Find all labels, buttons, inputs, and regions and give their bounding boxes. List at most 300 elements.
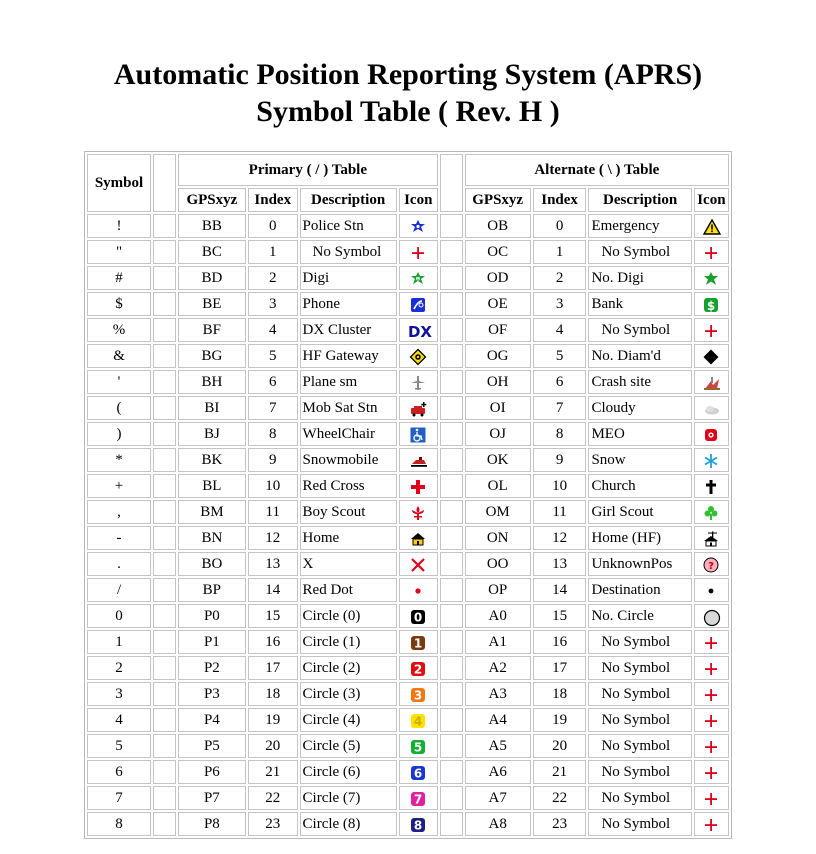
svg-text:D: D <box>416 275 420 281</box>
symbol-cell: + <box>87 474 151 498</box>
alternate-description-cell: Home (HF) <box>588 526 691 550</box>
table-row <box>87 708 729 732</box>
alternate-icon-cell <box>694 760 729 784</box>
primary-icon-cell <box>399 760 438 784</box>
spacer-cell <box>440 682 463 706</box>
dx-icon <box>408 322 433 341</box>
primary-index-cell: 17 <box>248 656 298 680</box>
primary-index-cell: 1 <box>248 240 298 264</box>
table-row <box>87 656 729 680</box>
svg-text:7: 7 <box>414 792 423 807</box>
primary-description-cell: Red Dot <box>300 578 397 602</box>
primary-gps-cell: P4 <box>178 708 246 732</box>
primary-index-cell: 4 <box>248 318 298 342</box>
spacer-cell <box>440 760 463 784</box>
primary-description-cell: Snowmobile <box>300 448 397 472</box>
primary-gps-cell: BL <box>178 474 246 498</box>
spacer-cell <box>440 396 463 420</box>
symbol-cell: 1 <box>87 630 151 654</box>
primary-description-cell: Police Stn <box>300 214 397 238</box>
primary-icon-cell <box>399 422 438 446</box>
snowmobile-icon <box>410 453 426 469</box>
alternate-description-cell: Church <box>588 474 691 498</box>
table-row <box>87 812 729 836</box>
primary-gps-cell: BK <box>178 448 246 472</box>
police-star-icon <box>410 219 426 235</box>
alternate-gps-cell: A6 <box>465 760 531 784</box>
wheelchair-icon <box>410 427 426 443</box>
primary-icon-cell <box>399 214 438 238</box>
alternate-gps-header: GPSxyz <box>465 188 531 212</box>
alternate-gps-cell: A7 <box>465 786 531 810</box>
alternate-description-cell: Snow <box>588 448 691 472</box>
alternate-description-cell: No Symbol <box>588 656 691 680</box>
primary-gps-cell: BI <box>178 396 246 420</box>
symbol-cell: / <box>87 578 151 602</box>
crash-site-icon <box>703 375 719 391</box>
symbol-cell: " <box>87 240 151 264</box>
primary-description-cell: Phone <box>300 292 397 316</box>
table-row <box>87 760 729 784</box>
spacer-cell <box>440 734 463 758</box>
gateway-diamond-icon <box>410 349 426 365</box>
primary-gps-cell: BF <box>178 318 246 342</box>
primary-description-cell: X <box>300 552 397 576</box>
spacer-cell <box>153 214 176 238</box>
alternate-icon-cell <box>694 214 729 238</box>
alternate-gps-cell: OP <box>465 578 531 602</box>
alternate-icon-cell <box>694 656 729 680</box>
symbol-cell: 2 <box>87 656 151 680</box>
spacer-cell <box>153 734 176 758</box>
primary-description-cell: Home <box>300 526 397 550</box>
table-row <box>87 448 729 472</box>
alternate-icon-cell <box>694 474 729 498</box>
spacer-cell <box>440 214 463 238</box>
alternate-index-cell: 13 <box>533 552 587 576</box>
page-title-line1: Automatic Position Reporting System (APRS) <box>113 58 703 91</box>
primary-icon-cell <box>399 318 438 342</box>
primary-gps-cell: BC <box>178 240 246 264</box>
alternate-description-cell: UnknownPos <box>588 552 691 576</box>
spacer-cell <box>440 786 463 810</box>
alternate-index-cell: 18 <box>533 682 587 706</box>
alternate-index-header: Index <box>533 188 587 212</box>
svg-text:2: 2 <box>414 662 423 677</box>
spacer-column <box>440 154 463 212</box>
primary-gps-cell: BO <box>178 552 246 576</box>
alternate-gps-cell: OK <box>465 448 531 472</box>
alternate-icon-cell <box>694 266 729 290</box>
alternate-icon-cell <box>694 396 729 420</box>
table-row <box>87 214 729 238</box>
table-row <box>87 266 729 290</box>
primary-index-cell: 18 <box>248 682 298 706</box>
symbol-cell: 5 <box>87 734 151 758</box>
primary-icon-cell <box>399 292 438 316</box>
spacer-cell <box>153 682 176 706</box>
primary-gps-cell: P3 <box>178 682 246 706</box>
table-row <box>87 370 729 394</box>
primary-description-cell: WheelChair <box>300 422 397 446</box>
primary-gps-cell: P7 <box>178 786 246 810</box>
table-row <box>87 552 729 576</box>
red-cross-small-icon <box>703 739 719 755</box>
spacer-cell <box>153 656 176 680</box>
spacer-cell <box>153 266 176 290</box>
red-cross-small-icon <box>703 791 719 807</box>
primary-index-cell: 16 <box>248 630 298 654</box>
alternate-index-cell: 21 <box>533 760 587 784</box>
phone-icon <box>410 297 426 313</box>
primary-description-cell: No Symbol <box>300 240 397 264</box>
primary-index-cell: 8 <box>248 422 298 446</box>
circle-2-icon <box>410 661 426 677</box>
alternate-index-cell: 6 <box>533 370 587 394</box>
alternate-icon-cell <box>694 708 729 732</box>
table-row <box>87 396 729 420</box>
primary-gps-cell: BE <box>178 292 246 316</box>
primary-icon-cell <box>399 344 438 368</box>
plane-icon <box>410 375 426 391</box>
alternate-icon-cell <box>694 344 729 368</box>
primary-index-cell: 23 <box>248 812 298 836</box>
alternate-gps-cell: A0 <box>465 604 531 628</box>
symbol-cell: 4 <box>87 708 151 732</box>
svg-text:DX: DX <box>408 322 433 341</box>
spacer-cell <box>153 760 176 784</box>
primary-icon-cell <box>399 812 438 836</box>
alternate-gps-cell: A2 <box>465 656 531 680</box>
alternate-index-cell: 12 <box>533 526 587 550</box>
red-cross-small-icon <box>703 661 719 677</box>
table-row <box>87 318 729 342</box>
primary-index-cell: 7 <box>248 396 298 420</box>
spacer-cell <box>440 656 463 680</box>
symbol-cell: * <box>87 448 151 472</box>
primary-icon-cell <box>399 630 438 654</box>
primary-description-header: Description <box>300 188 397 212</box>
alternate-index-cell: 10 <box>533 474 587 498</box>
alternate-icon-cell <box>694 292 729 316</box>
primary-index-cell: 21 <box>248 760 298 784</box>
alternate-icon-cell <box>694 448 729 472</box>
primary-icon-cell <box>399 370 438 394</box>
spacer-cell <box>440 552 463 576</box>
alternate-icon-cell <box>694 734 729 758</box>
primary-description-cell: Circle (7) <box>300 786 397 810</box>
primary-description-cell: Circle (5) <box>300 734 397 758</box>
primary-gps-cell: P2 <box>178 656 246 680</box>
svg-text:?: ? <box>708 560 715 572</box>
table-row <box>87 682 729 706</box>
red-cross-small-icon <box>703 635 719 651</box>
alternate-icon-header: Icon <box>694 188 729 212</box>
alternate-gps-cell: A1 <box>465 630 531 654</box>
red-cross-small-icon <box>703 245 719 261</box>
spacer-cell <box>153 448 176 472</box>
red-dot-icon <box>410 583 426 599</box>
alternate-icon-cell <box>694 500 729 524</box>
alternate-description-header: Description <box>588 188 691 212</box>
alternate-gps-cell: OM <box>465 500 531 524</box>
spacer-cell <box>440 812 463 836</box>
alternate-description-cell: No Symbol <box>588 812 691 836</box>
alternate-gps-cell: A8 <box>465 812 531 836</box>
alternate-description-cell: Destination <box>588 578 691 602</box>
alternate-gps-cell: OE <box>465 292 531 316</box>
svg-text:5: 5 <box>414 740 423 755</box>
alternate-description-cell: No. Diam'd <box>588 344 691 368</box>
alternate-gps-cell: A4 <box>465 708 531 732</box>
spacer-cell <box>153 500 176 524</box>
symbol-cell: % <box>87 318 151 342</box>
spacer-cell <box>153 526 176 550</box>
primary-description-cell: Circle (1) <box>300 630 397 654</box>
alternate-icon-cell <box>694 578 729 602</box>
alternate-gps-cell: OC <box>465 240 531 264</box>
trefoil-icon <box>703 505 719 521</box>
alternate-gps-cell: OL <box>465 474 531 498</box>
alternate-gps-cell: OO <box>465 552 531 576</box>
home-icon <box>410 531 426 547</box>
red-cross-small-icon <box>703 713 719 729</box>
alternate-description-cell: No Symbol <box>588 760 691 784</box>
circle-1-icon <box>410 635 426 651</box>
symbol-cell: ( <box>87 396 151 420</box>
primary-icon-cell <box>399 786 438 810</box>
alternate-description-cell: MEO <box>588 422 691 446</box>
primary-gps-cell: P5 <box>178 734 246 758</box>
alternate-description-cell: Girl Scout <box>588 500 691 524</box>
spacer-cell <box>153 630 176 654</box>
primary-index-cell: 2 <box>248 266 298 290</box>
alternate-description-cell: No Symbol <box>588 318 691 342</box>
alternate-index-cell: 4 <box>533 318 587 342</box>
table-row <box>87 422 729 446</box>
svg-text:$: $ <box>707 298 716 313</box>
green-star-icon <box>703 271 719 287</box>
table-row <box>87 292 729 316</box>
table-row <box>87 734 729 758</box>
spacer-cell <box>153 318 176 342</box>
primary-description-cell: Circle (3) <box>300 682 397 706</box>
x-icon <box>410 557 426 573</box>
table-row <box>87 344 729 368</box>
alternate-icon-cell <box>694 812 729 836</box>
alternate-description-cell: No Symbol <box>588 682 691 706</box>
spacer-cell <box>440 240 463 264</box>
spacer-cell <box>153 578 176 602</box>
warning-triangle-icon <box>703 219 719 235</box>
unknown-pos-icon <box>703 557 719 573</box>
spacer-column <box>153 154 176 212</box>
spacer-cell <box>153 370 176 394</box>
red-cross-small-icon <box>703 687 719 703</box>
circle-6-icon <box>410 765 426 781</box>
alternate-index-cell: 20 <box>533 734 587 758</box>
primary-description-cell: Plane sm <box>300 370 397 394</box>
table-row <box>87 526 729 550</box>
alternate-index-cell: 14 <box>533 578 587 602</box>
primary-icon-cell <box>399 396 438 420</box>
page-title-line2: Symbol Table ( Rev. H ) <box>256 95 560 128</box>
alternate-gps-cell: OH <box>465 370 531 394</box>
snowflake-icon <box>703 453 719 469</box>
alternate-description-cell: Crash site <box>588 370 691 394</box>
primary-description-cell: Circle (2) <box>300 656 397 680</box>
alternate-index-cell: 2 <box>533 266 587 290</box>
primary-index-cell: 9 <box>248 448 298 472</box>
alternate-icon-cell <box>694 318 729 342</box>
spacer-cell <box>153 552 176 576</box>
alternate-index-cell: 17 <box>533 656 587 680</box>
alternate-gps-cell: ON <box>465 526 531 550</box>
primary-icon-cell <box>399 266 438 290</box>
primary-gps-cell: BM <box>178 500 246 524</box>
spacer-cell <box>153 396 176 420</box>
table-row <box>87 786 729 810</box>
primary-gps-cell: BD <box>178 266 246 290</box>
alternate-gps-cell: OJ <box>465 422 531 446</box>
black-diamond-icon <box>703 349 719 365</box>
alternate-index-cell: 15 <box>533 604 587 628</box>
primary-table-header: Primary ( / ) Table <box>178 154 438 186</box>
bank-dollar-icon <box>703 297 719 313</box>
alternate-gps-cell: A3 <box>465 682 531 706</box>
symbol-cell: # <box>87 266 151 290</box>
primary-description-cell: Circle (0) <box>300 604 397 628</box>
svg-text:8: 8 <box>414 818 423 833</box>
primary-description-cell: Boy Scout <box>300 500 397 524</box>
primary-icon-cell <box>399 578 438 602</box>
primary-gps-cell: BN <box>178 526 246 550</box>
red-cross-small-icon <box>703 817 719 833</box>
primary-description-cell: DX Cluster <box>300 318 397 342</box>
symbol-cell: ' <box>87 370 151 394</box>
alternate-description-cell: Bank <box>588 292 691 316</box>
primary-icon-cell <box>399 656 438 680</box>
spacer-cell <box>153 708 176 732</box>
primary-description-cell: HF Gateway <box>300 344 397 368</box>
primary-description-cell: Red Cross <box>300 474 397 498</box>
primary-gps-cell: P6 <box>178 760 246 784</box>
table-row <box>87 604 729 628</box>
primary-gps-cell: P0 <box>178 604 246 628</box>
primary-icon-cell <box>399 708 438 732</box>
symbol-cell: 3 <box>87 682 151 706</box>
symbol-cell: 6 <box>87 760 151 784</box>
spacer-cell <box>153 240 176 264</box>
alternate-index-cell: 3 <box>533 292 587 316</box>
alternate-index-cell: 0 <box>533 214 587 238</box>
spacer-cell <box>153 786 176 810</box>
svg-text:0: 0 <box>414 610 423 625</box>
primary-gps-header: GPSxyz <box>178 188 246 212</box>
gray-circle-icon <box>703 609 719 625</box>
alternate-icon-cell <box>694 552 729 576</box>
alternate-description-cell: No Symbol <box>588 240 691 264</box>
primary-description-cell: Mob Sat Stn <box>300 396 397 420</box>
primary-index-cell: 0 <box>248 214 298 238</box>
primary-gps-cell: BH <box>178 370 246 394</box>
meo-icon <box>703 427 719 443</box>
alternate-index-cell: 23 <box>533 812 587 836</box>
alternate-gps-cell: OD <box>465 266 531 290</box>
spacer-cell <box>440 448 463 472</box>
primary-icon-cell <box>399 734 438 758</box>
alternate-icon-cell <box>694 240 729 264</box>
circle-3-icon <box>410 687 426 703</box>
spacer-cell <box>440 526 463 550</box>
alternate-icon-cell <box>694 422 729 446</box>
red-cross-small-icon <box>703 323 719 339</box>
spacer-cell <box>440 344 463 368</box>
primary-icon-cell <box>399 448 438 472</box>
primary-gps-cell: BB <box>178 214 246 238</box>
primary-icon-cell <box>399 526 438 550</box>
primary-icon-header: Icon <box>399 188 438 212</box>
circle-4-icon <box>410 713 426 729</box>
primary-index-cell: 3 <box>248 292 298 316</box>
spacer-cell <box>440 318 463 342</box>
symbol-cell: , <box>87 500 151 524</box>
primary-index-cell: 22 <box>248 786 298 810</box>
primary-index-cell: 14 <box>248 578 298 602</box>
svg-text:6: 6 <box>414 766 423 781</box>
symbol-cell: ! <box>87 214 151 238</box>
spacer-cell <box>153 344 176 368</box>
primary-description-cell: Circle (8) <box>300 812 397 836</box>
alternate-index-cell: 9 <box>533 448 587 472</box>
spacer-cell <box>153 292 176 316</box>
alternate-index-cell: 7 <box>533 396 587 420</box>
spacer-cell <box>440 630 463 654</box>
primary-index-cell: 12 <box>248 526 298 550</box>
spacer-cell <box>440 370 463 394</box>
primary-index-header: Index <box>248 188 298 212</box>
alternate-index-cell: 11 <box>533 500 587 524</box>
spacer-cell <box>153 812 176 836</box>
table-row <box>87 240 729 264</box>
alternate-table-header: Alternate ( \ ) Table <box>465 154 729 186</box>
alternate-description-cell: No Symbol <box>588 708 691 732</box>
symbol-cell: - <box>87 526 151 550</box>
spacer-cell <box>440 266 463 290</box>
primary-description-cell: Circle (6) <box>300 760 397 784</box>
alternate-index-cell: 5 <box>533 344 587 368</box>
primary-gps-cell: BG <box>178 344 246 368</box>
church-cross-icon <box>703 479 719 495</box>
primary-index-cell: 15 <box>248 604 298 628</box>
red-cross-icon <box>410 479 426 495</box>
alternate-icon-cell <box>694 370 729 394</box>
spacer-cell <box>440 708 463 732</box>
alternate-description-cell: No Symbol <box>588 734 691 758</box>
alternate-description-cell: Emergency <box>588 214 691 238</box>
primary-icon-cell <box>399 682 438 706</box>
symbol-cell: $ <box>87 292 151 316</box>
spacer-cell <box>440 500 463 524</box>
black-dot-icon <box>703 583 719 599</box>
alternate-icon-cell <box>694 526 729 550</box>
alternate-icon-cell <box>694 786 729 810</box>
primary-icon-cell <box>399 474 438 498</box>
symbol-cell: 8 <box>87 812 151 836</box>
red-cross-small-icon <box>410 245 426 261</box>
primary-index-cell: 13 <box>248 552 298 576</box>
alternate-description-cell: No. Digi <box>588 266 691 290</box>
